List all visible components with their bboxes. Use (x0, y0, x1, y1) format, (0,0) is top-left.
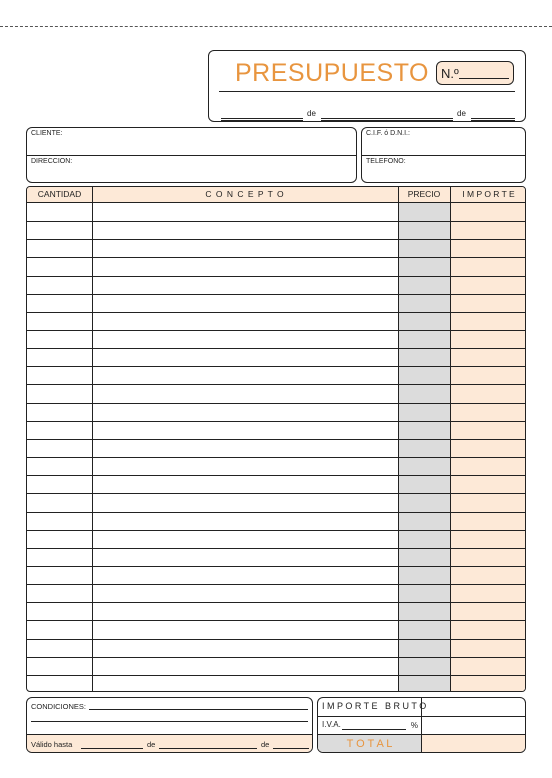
date-month-line (321, 118, 453, 119)
telefono-field[interactable] (362, 155, 525, 182)
table-row-line (27, 475, 525, 476)
date-year-line (471, 118, 515, 119)
iva-percent: % (410, 721, 418, 730)
table-row-line (27, 348, 525, 349)
direccion-label: DIRECCION: (31, 158, 73, 165)
table-row-line (27, 566, 525, 567)
telefono-label: TELEFONO: (366, 158, 406, 165)
date-month-line-2 (321, 120, 453, 121)
valido-de-label-2: de (261, 740, 270, 749)
condiciones-line-2[interactable] (31, 721, 308, 722)
table-row-line (27, 330, 525, 331)
number-line (459, 78, 509, 79)
date-year-line-2 (471, 120, 515, 121)
cliente-label: CLIENTE: (31, 130, 63, 137)
table-row-line (27, 403, 525, 404)
table-row-line (27, 584, 525, 585)
date-day-line-2 (221, 120, 303, 121)
table-row-line (27, 239, 525, 240)
iva-label: I.V.A. (322, 720, 341, 729)
number-field[interactable] (436, 61, 514, 85)
col-header-concepto: C O N C E P T O (205, 189, 285, 199)
iva-row[interactable] (318, 716, 525, 734)
table-row-line (27, 548, 525, 549)
table-row-line (27, 620, 525, 621)
table-row-line (27, 657, 525, 658)
table-row-line (27, 384, 525, 385)
iva-cell (318, 717, 422, 734)
valido-day-line (81, 748, 143, 749)
table-row-line (27, 276, 525, 277)
conditions-box (26, 697, 313, 753)
direccion-field[interactable] (27, 155, 356, 182)
condiciones-label: CONDICIONES: (31, 702, 87, 711)
total-label: T O T A L (318, 735, 422, 753)
table-row-line (27, 439, 525, 440)
cliente-field[interactable] (27, 128, 356, 155)
col-header-precio: PRECIO (407, 189, 441, 199)
importe-bruto-row[interactable] (318, 698, 525, 716)
page-title: PRESUPUESTO (235, 59, 429, 87)
col-header-cantidad: CANTIDAD (37, 189, 82, 199)
iva-line (342, 729, 406, 730)
table-row-line (27, 457, 525, 458)
client-box (26, 127, 357, 183)
condiciones-line-1[interactable] (89, 709, 308, 710)
valido-month-line (159, 748, 257, 749)
number-label: N.º (441, 66, 459, 81)
table-row-line (27, 221, 525, 222)
id-box (361, 127, 526, 183)
date-de-label-2: de (457, 109, 466, 118)
date-de-label-1: de (307, 109, 316, 118)
table-row-line (27, 493, 525, 494)
col-header-importe: I M P O R T E (462, 189, 515, 199)
header-rule (219, 91, 515, 92)
date-day-line (221, 118, 303, 119)
table-row-line (27, 530, 525, 531)
totals-box (317, 697, 526, 753)
valido-de-label-1: de (147, 740, 156, 749)
table-row-line (27, 512, 525, 513)
table-row-line (27, 675, 525, 676)
table-row-line (27, 639, 525, 640)
valido-label: Válido hasta (31, 740, 73, 749)
table-row-line (27, 366, 525, 367)
table-row-line (27, 421, 525, 422)
cut-line (0, 26, 552, 27)
cif-label: C.I.F. ó D.N.I.: (366, 130, 410, 137)
cif-field[interactable] (362, 128, 525, 155)
table-row-line (27, 294, 525, 295)
total-row[interactable] (318, 734, 525, 753)
table-row-line (27, 257, 525, 258)
importe-bruto-label: I M P O R T E B R U T O (318, 698, 422, 716)
table-row-line (27, 602, 525, 603)
items-table (26, 186, 526, 692)
date-row[interactable] (219, 107, 515, 121)
header-box (208, 50, 526, 122)
valido-year-line (273, 748, 309, 749)
table-row-line (27, 312, 525, 313)
